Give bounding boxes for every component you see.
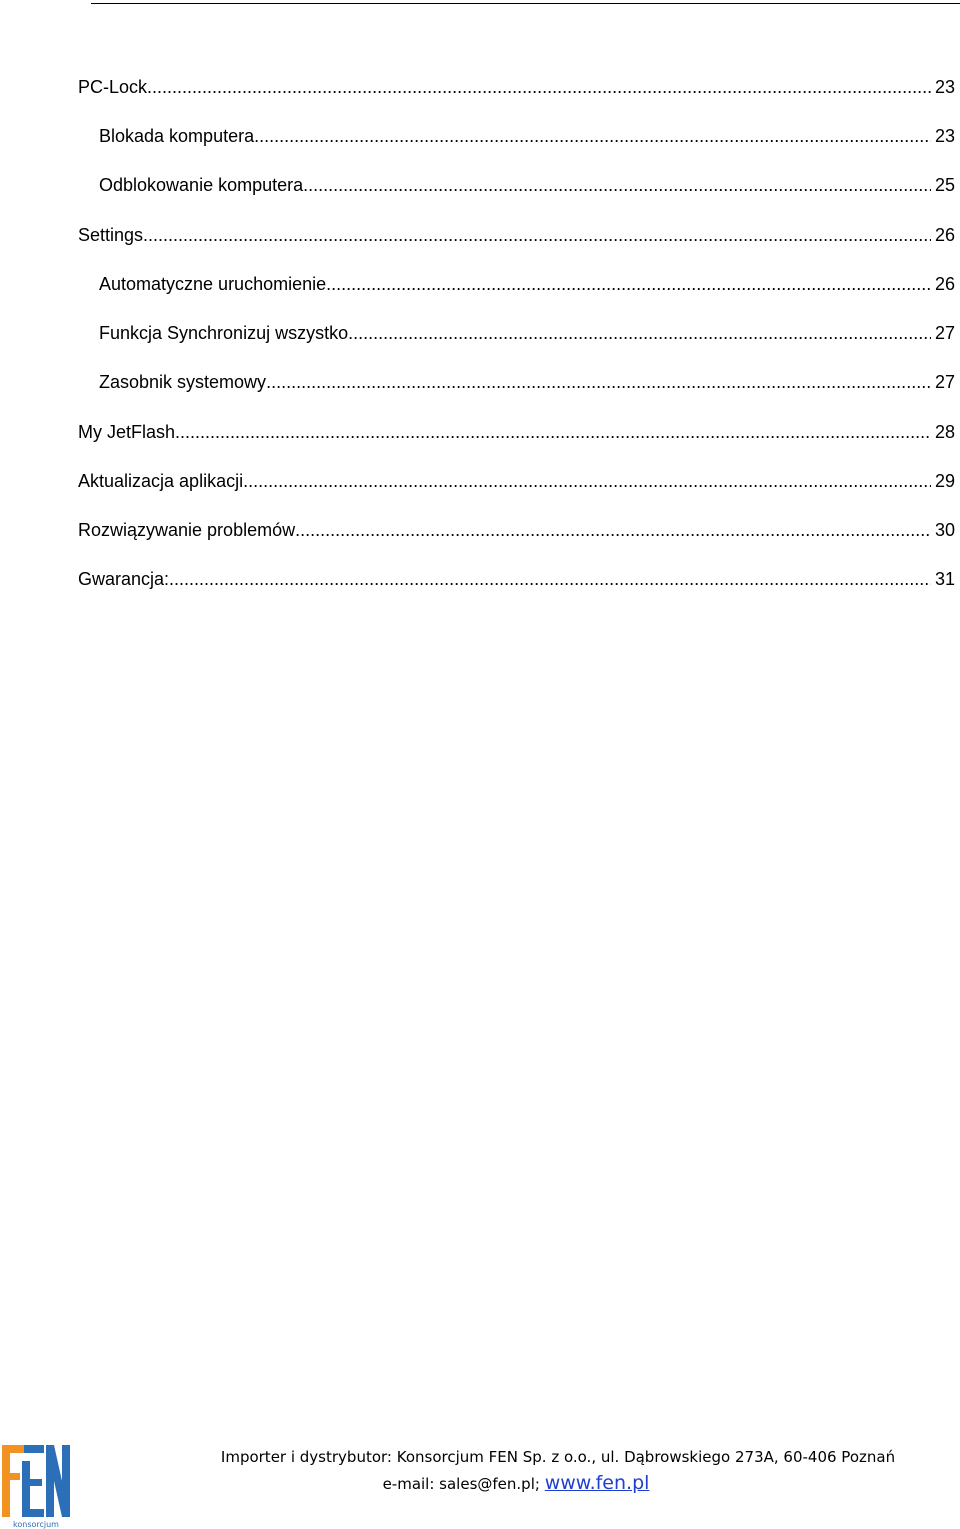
footer-email: e-mail: sales@fen.pl; [382,1475,540,1493]
toc-entry-label: PC-Lock [78,77,148,97]
toc-entry-label: Zasobnik systemowy [99,372,267,392]
toc-entry-page: 27 [934,372,955,392]
toc-entry-settings[interactable] [78,222,955,248]
toc-entry-pc-lock[interactable] [78,74,955,100]
toc-entry-page: 28 [934,422,955,442]
toc-dot-leader [147,74,931,100]
fen-logo [0,1443,72,1529]
toc-dot-leader [143,222,931,248]
toc-entry-label: Blokada komputera [99,126,255,146]
toc-entry-label: Funkcja Synchronizuj wszystko [99,323,349,343]
toc-entry-blokada-komputera[interactable] [99,123,955,149]
toc-entry-rozwiazywanie-problemow[interactable] [78,517,955,543]
toc-entry-label: Gwarancja: [78,569,170,589]
footer-importer-line: Importer i dystrybutor: Konsorcjum FEN Sp. z o.o., ul. Dąbrowskiego 273A, 60-406 Poznań [220,1448,896,1466]
toc-dot-leader [326,271,931,297]
toc-dot-leader [169,566,931,592]
toc-dot-leader [295,517,931,543]
toc-entry-label: My JetFlash [78,422,176,442]
toc-entry-page: 26 [934,225,955,245]
toc-entry-funkcja-synchronizuj[interactable] [99,320,955,346]
toc-entry-page: 29 [934,471,955,491]
toc-entry-label: Rozwiązywanie problemów [78,520,296,540]
toc-entry-odblokowanie-komputera[interactable] [99,172,955,198]
toc-entry-automatyczne-uruchomienie[interactable] [99,271,955,297]
footer-contact-line [96,1472,936,1494]
toc-entry-label: Automatyczne uruchomienie [99,274,327,294]
toc-dot-leader [175,419,931,445]
toc-entry-zasobnik-systemowy[interactable] [99,369,955,395]
toc-entry-aktualizacja-aplikacji[interactable] [78,468,955,494]
toc-entry-page: 26 [934,274,955,294]
toc-entry-label: Settings [78,225,144,245]
footer-website-link[interactable]: www.fen.pl [544,1472,650,1494]
toc-entry-label: Odblokowanie komputera [99,175,304,195]
toc-dot-leader [266,369,931,395]
toc-dot-leader [303,172,931,198]
toc-entry-gwarancja[interactable] [78,566,955,592]
toc-dot-leader [254,123,931,149]
toc-entry-page: 27 [934,323,955,343]
toc-entry-page: 25 [934,175,955,195]
toc-dot-leader [348,320,931,346]
toc-entry-page: 23 [934,126,955,146]
toc-entry-my-jetflash[interactable] [78,419,955,445]
header-rule [91,3,960,4]
toc-entry-label: Aktualizacja aplikacji [78,471,244,491]
toc-entry-page: 30 [934,520,955,540]
toc-dot-leader [243,468,931,494]
logo-subtext: konsorcjum [13,1520,59,1529]
toc-entry-page: 31 [934,569,955,589]
toc-entry-page: 23 [934,77,955,97]
